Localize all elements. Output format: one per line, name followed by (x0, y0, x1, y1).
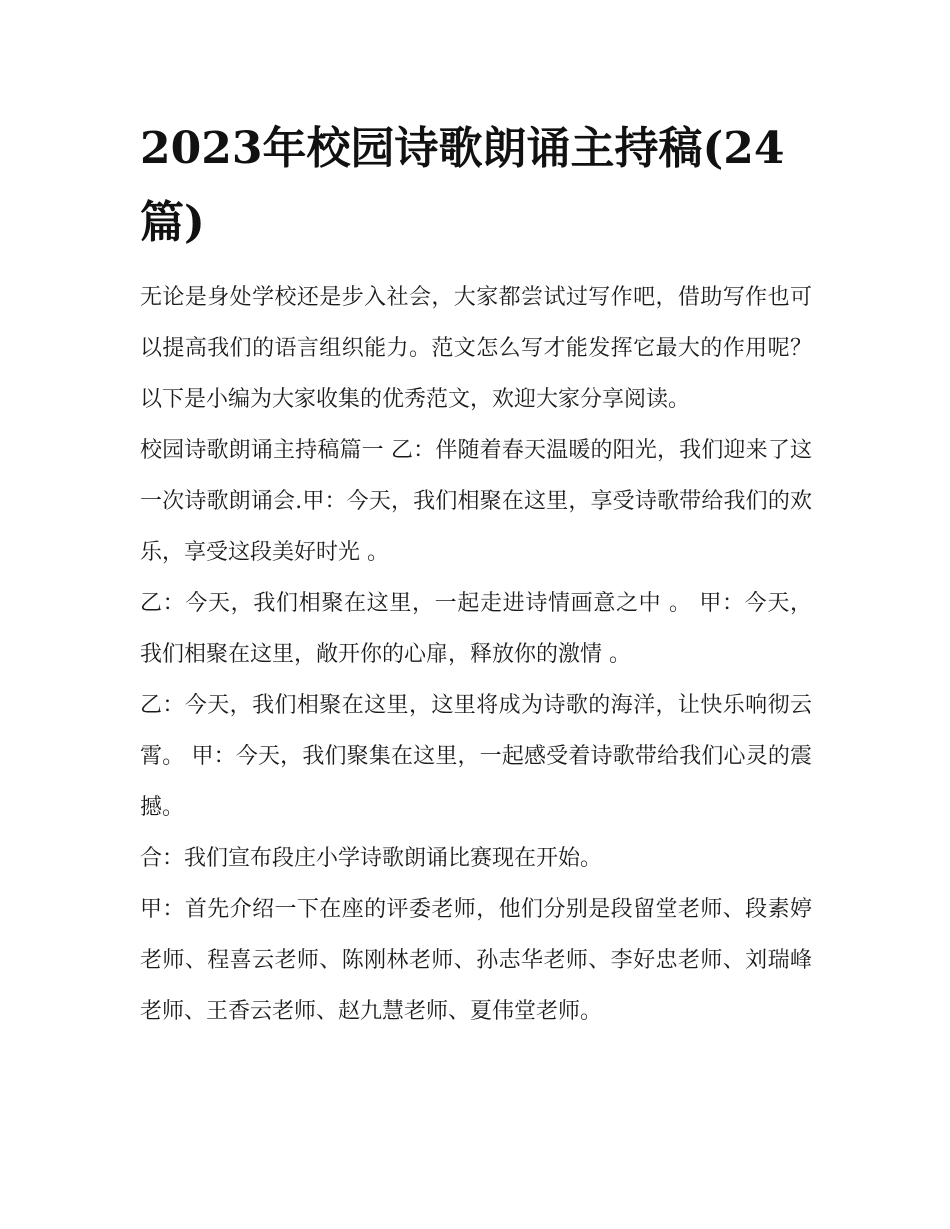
paragraph-dialogue-1: 乙：今天，我们相聚在这里，一起走进诗情画意之中 。 甲：今天，我们相聚在这里，敞开你的心扉，释放你的激情 。 (140, 591, 812, 667)
paragraph-judges: 甲：首先介绍一下在座的评委老师，他们分别是段留堂老师、段素婷老师、程喜云老师、陈刚林老师、孙志华老师、李好忠老师、刘瑞峰老师、王香云老师、赵九慧老师、夏伟堂老师。 (140, 897, 812, 1024)
paragraph-announcement: 合：我们宣布段庄小学诗歌朗诵比赛现在开始。 (140, 846, 603, 871)
document-body (140, 112, 812, 1037)
paragraph-intro: 无论是身处学校还是步入社会，大家都尝试过写作吧，借助写作也可以提高我们的语言组织能力。范文怎么写才能发挥它最大的作用呢？以下是小编为大家收集的优秀范文，欢迎大家分享阅读。 (140, 285, 812, 412)
document-title: 2023年校园诗歌朗诵主持稿(24篇) (140, 123, 785, 248)
paragraph-dialogue-2: 乙：今天，我们相聚在这里，这里将成为诗歌的海洋，让快乐响彻云霄。 甲：今天，我们聚集在这里，一起感受着诗歌带给我们心灵的震撼。 (140, 693, 812, 820)
paragraph-opening: 校园诗歌朗诵主持稿篇一 乙：伴随着春天温暖的阳光，我们迎来了这一次诗歌朗诵会.甲：今天，我们相聚在这里，享受诗歌带给我们的欢乐，享受这段美好时光 。 (140, 438, 812, 565)
